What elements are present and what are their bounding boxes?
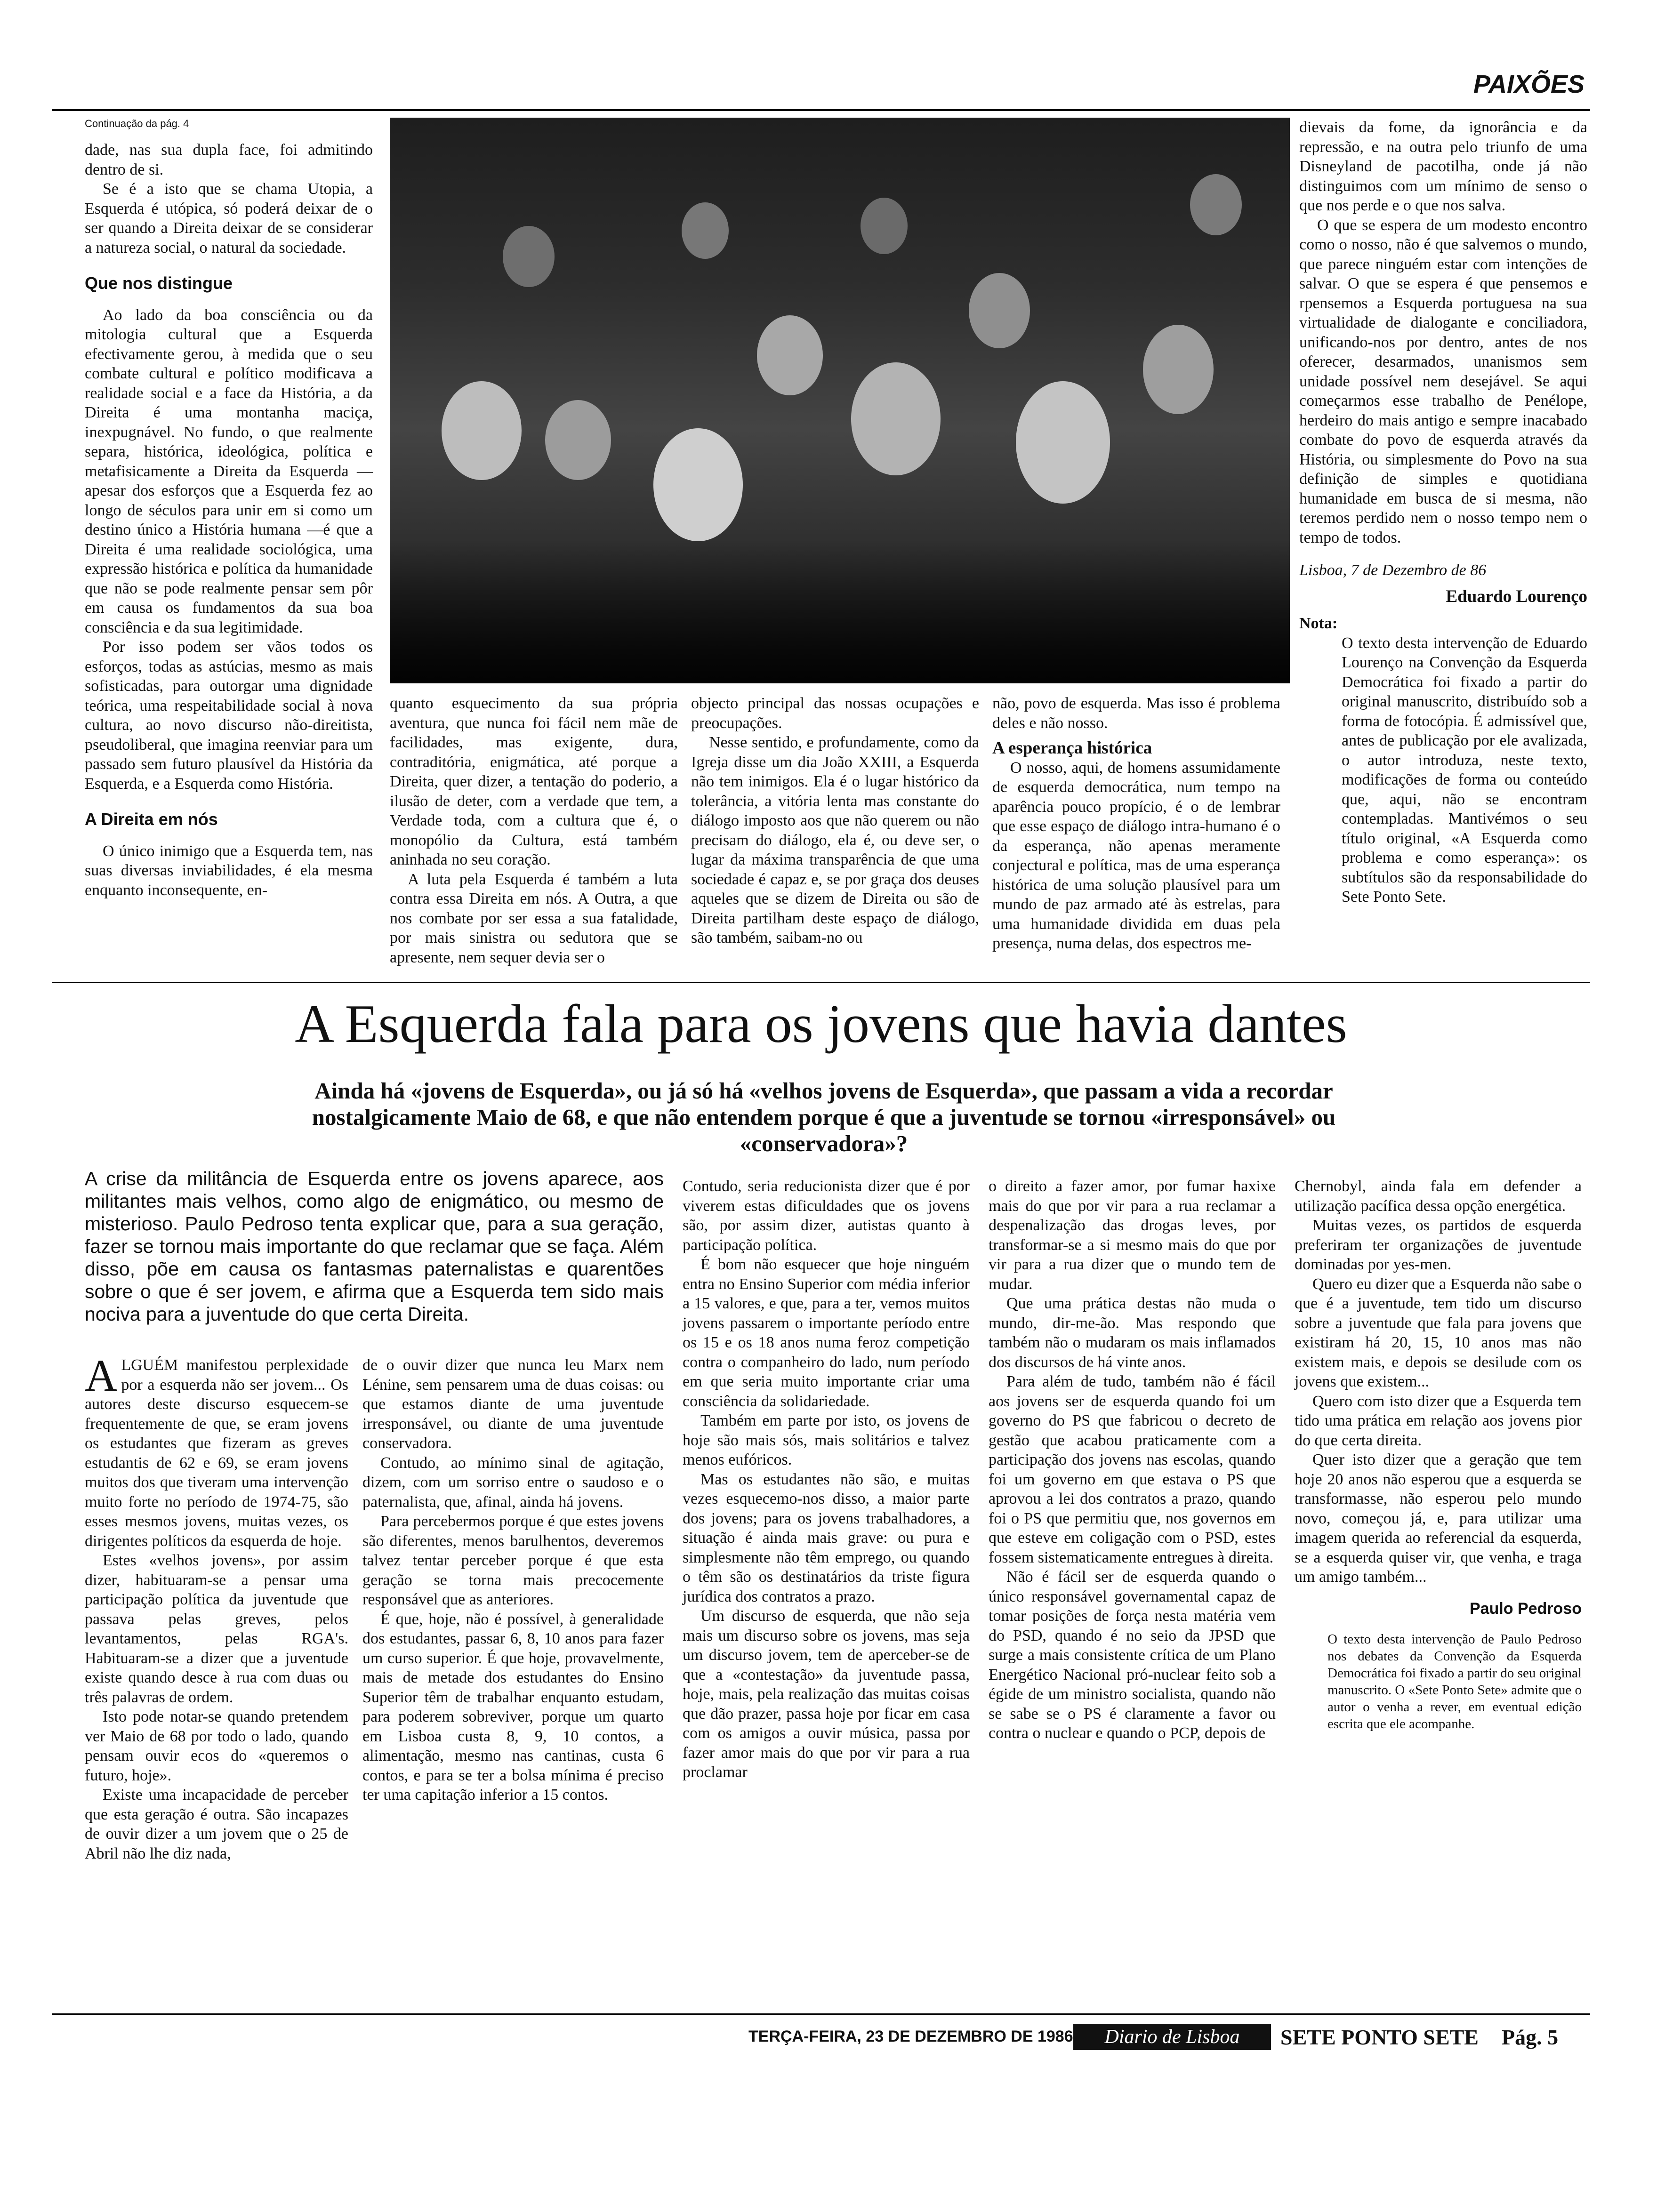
photo-face xyxy=(503,226,555,287)
photo-face xyxy=(861,198,908,254)
footer-date: TERÇA-FEIRA, 23 DE DEZEMBRO DE 1986 xyxy=(748,2028,1073,2045)
crowd-photo xyxy=(390,118,1290,683)
editorial-note: O texto desta intervenção de Paulo Pedroso nos debates da Convenção da Esquerda Democrática foi fixado a partir do seu original manuscrito. O «Sete Ponto Sete» admite que o autor o venha a rever, em eventual edição escrita que ele acompanhe. xyxy=(1327,1632,1582,1731)
paragraph: dade, nas sua dupla face, foi admitindo dentro de si. xyxy=(85,141,373,178)
editorial-note: O texto desta intervenção de Eduardo Lourenço na Convenção da Esquerda Democrática foi fixado a partir do original manuscrito, distribuído sob a forma de fotocópia. É admissível que, antes de publicação por ele avalizada, o autor introduza, neste texto, modificações de forma ou conteúdo que, aqui, não se encontram contempladas. Mantivémos o seu título original, «A Esquerda como problema e como esperança»: os subtítulos são da responsabilidade do Sete Ponto Sete. xyxy=(1342,634,1587,906)
photo-face xyxy=(1016,381,1110,504)
photo-face xyxy=(1190,174,1242,235)
paragraph: Quero com isto dizer que a Esquerda tem tido uma prática em relação aos jovens pior do que certa direita. xyxy=(1295,1392,1582,1449)
paragraph: Quero eu dizer que a Esquerda não sabe o que é a juventude, tem tido um discurso sobre a juventude que fala para jovens que existiram há 20, 15, 10 anos mas não existem mais, e depois se desilude com os jovens que existem... xyxy=(1295,1275,1582,1390)
paragraph: O nosso, aqui, de homens assumidamente de esquerda democrática, num tempo na aparência pouco propício, é o de lembrar que esse espaço de diálogo intra-humano é o da esperança, não apenas meramente conjectural e política, mas de uma esperança histórica de uma solução plausível para um mundo de paz armado até às estrelas, para uma humanidade dividida em duas pela presença, numa delas, dos espectros me- xyxy=(992,759,1280,952)
photo-face xyxy=(1143,325,1214,414)
article-divider xyxy=(52,982,1590,983)
paragraph: Chernobyl, ainda fala em defender a utilização pacífica dessa opção energética. xyxy=(1295,1178,1582,1215)
newspaper-name: Diario de Lisboa xyxy=(1104,2026,1240,2048)
paragraph: de o ouvir dizer que nunca leu Marx nem Lénine, sem pensarem uma de duas coisas: ou que estamos diante de uma juventude irresponsável, ou diante de uma juventude conservadora. xyxy=(362,1356,664,1452)
page-number: Pág. 5 xyxy=(1502,2025,1559,2049)
article1-column-5 xyxy=(1299,118,1587,907)
paragraph: Também em parte por isto, os jovens de hoje são mais sós, mais solitários e talvez menos eufóricos. xyxy=(683,1412,970,1468)
photo-face xyxy=(757,315,823,395)
header-rule xyxy=(52,109,1590,111)
paragraph: Contudo, seria reducionista dizer que é por viverem estas dificuldades que os jovens são, por assim dizer, autistas quanto à participação política. xyxy=(683,1178,970,1254)
article2-column-5 xyxy=(1295,1177,1582,1732)
paragraph: Por isso podem ser vãos todos os esforços, todas as astúcias, mesmo as mais sofisticadas, para outorgar uma dignidade teórica, uma respeitabilidade social à nova cultura, ao novo discurso não-direitista, pseudoliberal, que imagina reenviar para um passado sem futuro plausível da História da Esquerda, e a Esquerda como História. xyxy=(85,638,373,793)
paragraph: o direito a fazer amor, por fumar haxixe mais do que por vir para a rua reclamar a despenalização das drogas leves, por transformar-se a si mesmo mais do que por vir para a rua dizer que o mundo tem de mudar. xyxy=(989,1178,1276,1293)
newspaper-logo xyxy=(1073,2024,1271,2050)
paragraph: Isto pode notar-se quando pretendem ver Maio de 68 por todo o lado, quando pensam ouvir ecos do «queremos o futuro, hoje». xyxy=(85,1708,348,1784)
photo-face xyxy=(653,428,743,541)
photo-face xyxy=(851,362,941,475)
author-byline: Paulo Pedroso xyxy=(1469,1599,1582,1618)
paragraph: Quer isto dizer que a geração que tem hoje 20 anos não esperou que a esquerda se transformasse, não esperou pelo mundo novo, começou já, e, para utilizar uma imagem querida ao referencial da esquerda, se a esquerda quiser vir, que venha, e traga um amigo também... xyxy=(1295,1451,1582,1586)
continuation-note: Continuação da pág. 4 xyxy=(85,118,189,129)
paragraph: Mas os estudantes não são, e muitas vezes esquecemo-nos disso, a maior parte dos jovens; para os jovens trabalhadores, a situação é ainda mais grave: ou pura e simplesmente não têm emprego, ou quando o têm são os destinatários da triste figura jurídica dos contratos a prazo. xyxy=(683,1470,970,1605)
paragraph: Muitas vezes, os partidos de esquerda preferiram ter organizações de juventude dominadas por yes-men. xyxy=(1295,1217,1582,1273)
article2-column-3 xyxy=(683,1177,970,1782)
paragraph: Contudo, ao mínimo sinal de agitação, dizem, com um sorriso entre o saudoso e o paternalista, que, afinal, ainda há jovens. xyxy=(362,1454,664,1511)
article1-column-3 xyxy=(691,694,979,948)
paragraph: quanto esquecimento da sua própria aventura, que nunca foi fácil nem mãe de facilidades, mas exigente, dura, contraditória, enigmática, até porque a Direita, quer dizer, a tentação do poderio, a ilusão de deter, com a verdade que tem, a Verdade toda, com a cultura que é, o monopólio da Cultura, está também aninhada no seu coração. xyxy=(390,695,678,868)
paragraph: Para além de tudo, também não é fácil aos jovens ser de esquerda quando foi um governo do PS que fabricou o decreto de gestão que acabou praticamente com a participação dos jovens nas escolas, quando foi um governo em que estava o PS que aprovou a lei dos contratos a prazo, quando foi o PS que permitiu que, nos governos em que esteve em coligação com o PSD, estes fossem sistematicamente entregues à direita. xyxy=(989,1373,1276,1566)
paragraph: É que, hoje, não é possível, à generalidade dos estudantes, passar 6, 8, 10 anos para fazer um curso superior. É que hoje, provavelmente, mais de metade dos estudantes do Ensino Superior têm de trabalhar enquanto estudam, para poderem sobreviver, porque um quarto em Lisboa custa 8, 9, 10 contos, a alimentação, mesmo nas cantinas, custa 6 contos, e para se ter a bolsa mínima é preciso ter uma capitação inferior a 15 contos. xyxy=(362,1610,664,1803)
article2-column-4 xyxy=(989,1177,1276,1743)
note-label: Nota: xyxy=(1299,615,1338,632)
article2-column-1 xyxy=(85,1350,348,1863)
paragraph: Estes «velhos jovens», por assim dizer, habituaram-se a pensar uma participação política da juventude que passava pelas greves, pelos levantamentos, pelas RGA's. Habituaram-se a dizer que a juventude existe quando desce à rua com duas ou três palavras de ordem. xyxy=(85,1552,348,1706)
article1-column-4 xyxy=(992,694,1280,954)
footer-supplement: SETE PONTO SETE xyxy=(1280,2025,1479,2049)
author-byline: Eduardo Lourenço xyxy=(1446,586,1587,606)
article1-column-2 xyxy=(390,694,678,967)
intro-paragraph: A crise da militância de Esquerda entre os jovens aparece, aos militantes mais velhos, como algo de enigmático, ou mesmo de misterioso. Paulo Pedroso tenta explicar que, para a sua geração, fazer se tornou mais importante do que reclamar que se faça. Além disso, põe em causa os fantasmas paternalistas e quarentões sobre o que é ser jovem, e afirma que a Esquerda tem sido mais nociva para a juventude do que certa Direita. xyxy=(85,1168,664,1325)
subheading: A esperança histórica xyxy=(992,738,1152,758)
photo-face xyxy=(969,273,1030,348)
article2-column-2 xyxy=(362,1355,664,1805)
paragraph: Nesse sentido, e profundamente, como da Igreja disse um dia João XXIII, a Esquerda não tem inimigos. Ela é o lugar histórico da tolerância, a vitória lenta mas constante do diálogo imposto aos que não querem ou não precisam do diálogo, ela é, ou deve ser, o lugar da máxima transparência de que uma sociedade é capaz e, se por graça dos deuses aqueles que se dizem de Direita ou são de Direita partilham deste espaço de diálogo, são também, saibam-no ou xyxy=(691,734,979,946)
paragraph: A luta pela Esquerda é também a luta contra essa Direita em nós. A Outra, a que nos combate por ser essa a sua fatalidade, por mais sinistra ou sedutora que se apresente, nem sequer devia ser o xyxy=(390,870,678,966)
paragraph: Para percebermos porque é que estes jovens são diferentes, menos barulhentos, deveremos talvez tentar perceber porque é que esta geração se torna mais precocemente responsável que as anteriores. xyxy=(362,1513,664,1608)
dateline: Lisboa, 7 de Dezembro de 86 xyxy=(1299,561,1487,579)
paragraph: O único inimigo que a Esquerda tem, nas suas diversas inviabilidades, é ela mesma enquanto inconsequente, en- xyxy=(85,842,373,899)
photo-face xyxy=(682,202,729,259)
article1-column-1 xyxy=(85,140,373,900)
paragraph: Que uma prática destas não muda o mundo, dir-me-ão. Mas respondo que também não o mudaram os mais inflamados dos discursos de há vinte anos. xyxy=(989,1295,1276,1371)
paragraph: Se é a isto que se chama Utopia, a Esquerda é utópica, só poderá deixar de o ser quando a Direita deixar de se considerar a natureza social, o natural da sociedade. xyxy=(85,180,373,256)
photo-shadow xyxy=(390,541,1290,683)
headline: A Esquerda fala para os jovens que havia dantes xyxy=(295,994,1347,1054)
photo-face xyxy=(545,400,611,480)
paragraph: O que se espera de um modesto encontro como o nosso, não é que salvemos o mundo, que parece ninguém estar com intenções de salvar. O que se espera é que pensemos e rpensemos a Esquerda portuguesa na sua virtualidade de dialogante e conciliadora, unificando-nos por dentro, antes de nos oferecer, desarmados, unanismos sem unidade possível nem desejável. Se aqui começarmos esse trabalho de Penélope, herdeiro do mais antigo e sempre inacabado combate do povo de esquerda através da História, ou simplesmente do Povo na sua definição de simples e quotidiana humanidade em busca de si mesma, não teremos perdido nem o nosso tempo nem o tempo de todos. xyxy=(1299,216,1587,546)
paragraph: É bom não esquecer que hoje ninguém entra no Ensino Superior com média inferior a 15 valores, e que, para a ter, vemos muitos jovens passarem o importante período entre os 15 e os 18 anos numa feroz competição contra o companheiro do lado, num período em que seria muito importante criar uma consciência da solidariedade. xyxy=(683,1256,970,1410)
subheading: A Direita em nós xyxy=(85,809,218,829)
paragraph: não, povo de esquerda. Mas isso é problema deles e não nosso. xyxy=(992,695,1280,732)
subheading: Que nos distingue xyxy=(85,273,233,293)
section-title: PAIXÕES xyxy=(1473,70,1585,98)
paragraph: Um discurso de esquerda, que não seja mais um discurso sobre os jovens, mas seja um discurso jovem, tem de aperceber-se de que a «contestação» da juventude passa, hoje, mais, pela realização das muitas coisas que dão prazer, passa hoje por ficar em casa com os amigos a ouvir música, passa por fazer amor mais do que por vir para a rua proclamar xyxy=(683,1607,970,1781)
paragraph: Ao lado da boa consciência ou da mitologia cultural que a Esquerda efectivamente gerou, à medida que o seu combate cultural e político modificava a realidade social e a face da História, a da Direita é uma montanha maciça, inexpugnável. No fundo, o que realmente separa, histórica, ideológica, política e metafisicamente a Direita da Esquerda — apesar dos esforços que a Esquerda fez ao longo de séculos para unir em si como um destino único a História humana —é que a Direita é uma realidade sociológica, uma expressão histórica e política da humanidade que não se pode realmente pensar sem pôr em causa os fundamentos da sua boa consciência e da sua legitimidade. xyxy=(85,306,373,636)
standfirst: Ainda há «jovens de Esquerda», ou já só há «velhos jovens de Esquerda», que passam a vida a recordar nostalgicamente Maio de 68, e que não entendem porque é que a juventude se tornou «irresponsável» ou «conservadora»? xyxy=(312,1078,1336,1156)
paragraph: objecto principal das nossas ocupações e preocupações. xyxy=(691,695,979,732)
paragraph: dievais da fome, da ignorância e da repressão, e na outra pelo triunfo de uma Disneyland de pacotilha, onde já não distinguimos com um mínimo de senso o que nos perde e o que nos salva. xyxy=(1299,119,1587,214)
paragraph: Não é fácil ser de esquerda quando o único responsável governamental capaz de tomar posições de força nesta matéria vem do PSD, quando é no seio da JPSD que surge a mais consistente crítica de um Plano Energético Nacional pró-nuclear feito sob a égide de um ministro socialista, quando não se sabe se o PS é claramente a favor ou contra o nuclear e quando o PCP, depois de xyxy=(989,1568,1276,1742)
drop-cap: A xyxy=(85,1350,118,1401)
footer xyxy=(748,2022,1591,2055)
paragraph: Existe uma incapacidade de perceber que esta geração é outra. São incapazes de ouvir dizer a um jovem que o 25 de Abril não lhe diz nada, xyxy=(85,1786,348,1862)
photo-face xyxy=(442,381,522,480)
paragraph: ALGUÉM manifestou perplexidade por a esquerda não ser jovem... Os autores deste discurso esquecem-se frequentemente de que, se eram jovens os estudantes que fizeram as greves estudantis de 62 e 69, se eram jovens muitos dos que tiveram uma intervenção muito forte no período de 1974-75, são esses mesmos jovens, muitas vezes, os dirigentes políticos da esquerda de hoje. xyxy=(85,1350,348,1550)
footer-rule xyxy=(52,2013,1590,2015)
